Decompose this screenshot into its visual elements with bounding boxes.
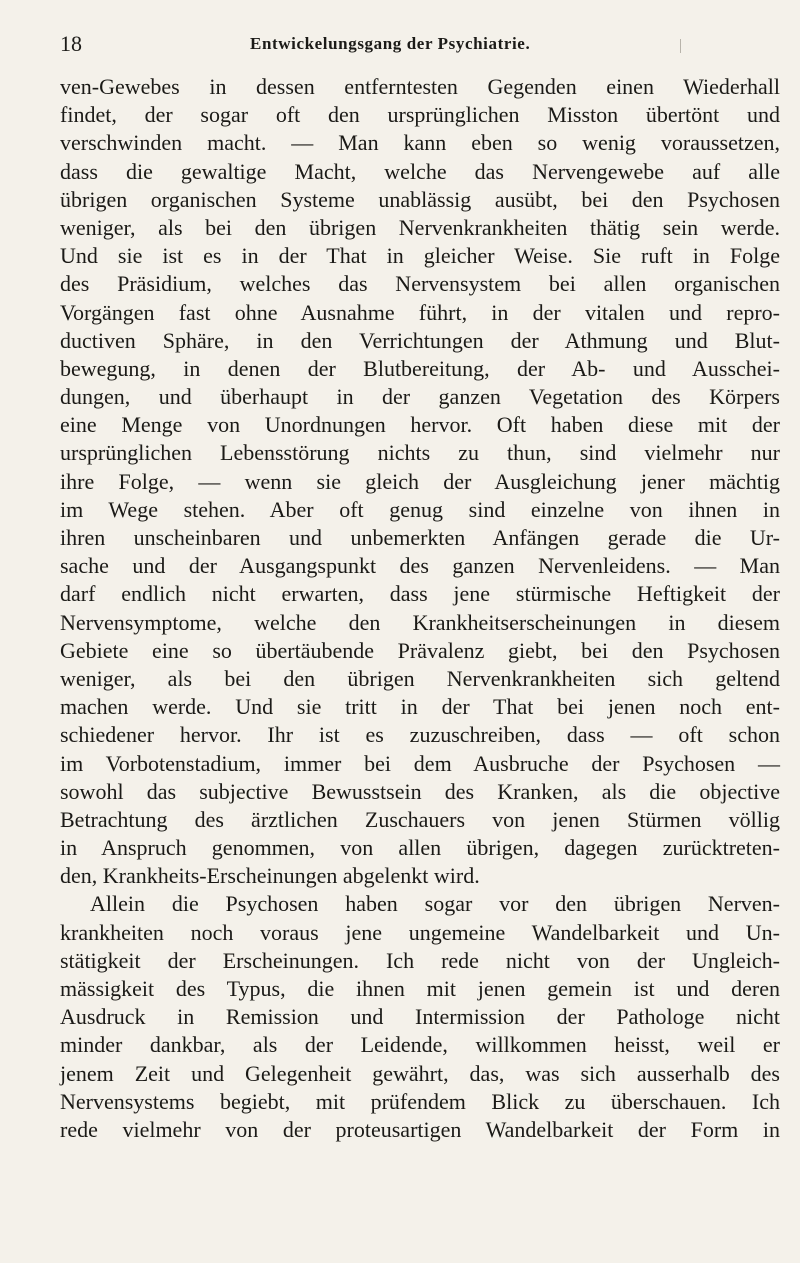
text-line: Betrachtung des ärztlichen Zuschauers von jenen Stürmen völlig bbox=[60, 806, 780, 832]
text-line: mässigkeit des Typus, die ihnen mit jenen gemein ist und deren bbox=[60, 976, 780, 1001]
text-line: weniger, als bei den übrigen Nervenkrankheiten sich geltend bbox=[60, 665, 780, 691]
text-line: Vorgängen fast ohne Ausnahme führt, in der vitalen und repro- bbox=[60, 299, 780, 325]
text-line: rede vielmehr von der proteusartigen Wandelbarkeit der Form in bbox=[60, 1116, 780, 1142]
text-line: Ausdruck in Remission und Intermission der Pathologe nicht bbox=[60, 1004, 780, 1030]
text-line: darf endlich nicht erwarten, dass jene stürmische Heftigkeit der bbox=[60, 581, 780, 607]
text-line: übrigen organischen Systeme unablässig ausübt, bei den Psychosen bbox=[60, 186, 780, 212]
text-line: ductiven Sphäre, in den Verrichtungen der Athmung und Blut- bbox=[60, 327, 780, 353]
text-line: dass die gewaltige Macht, welche das Nervengewebe auf alle bbox=[60, 158, 780, 184]
text-line: in Anspruch genommen, von allen übrigen, dagegen zurücktreten- bbox=[60, 835, 780, 861]
text-line: im Vorbotenstadium, immer bei dem Ausbruche der Psychosen — bbox=[60, 750, 780, 776]
text-line: ihre Folge, — wenn sie gleich der Ausgleichung jener mächtig bbox=[60, 468, 780, 494]
text-line: findet, der sogar oft den ursprünglichen Misston übertönt und bbox=[60, 102, 780, 128]
text-line: ihren unscheinbaren und unbemerkten Anfängen gerade die Ur- bbox=[60, 525, 780, 550]
margin-mark bbox=[680, 39, 681, 53]
running-head: Entwickelungsgang der Psychiatrie. bbox=[250, 34, 531, 53]
text-line: Nervensymptome, welche den Krankheitserscheinungen in diesem bbox=[60, 609, 780, 635]
paragraph-start-line: Allein die Psychosen haben sogar vor den übrigen Nerven- bbox=[90, 891, 780, 917]
text-line: stätigkeit der Erscheinungen. Ich rede nicht von der Ungleich- bbox=[60, 947, 780, 973]
text-line: eine Menge von Unordnungen hervor. Oft haben diese mit der bbox=[60, 412, 780, 438]
text-line: jenem Zeit und Gelegenheit gewährt, das, was sich ausserhalb des bbox=[60, 1060, 780, 1086]
text-line: verschwinden macht. — Man kann eben so wenig voraussetzen, bbox=[60, 130, 780, 156]
text-line: ursprünglichen Lebensstörung nichts zu thun, sind vielmehr nur bbox=[60, 440, 780, 466]
text-line: Gebiete eine so übertäubende Prävalenz giebt, bei den Psychosen bbox=[60, 637, 780, 663]
body-text bbox=[60, 73, 780, 1144]
text-line: machen werde. Und sie tritt in der That bei jenen noch ent- bbox=[60, 694, 780, 720]
text-line: sowohl das subjective Bewusstsein des Kranken, als die objective bbox=[60, 778, 780, 804]
text-line: schiedener hervor. Ihr ist es zuzuschreiben, dass — oft schon bbox=[60, 722, 780, 748]
paragraph-end-line: den, Krankheits-Erscheinungen abgelenkt wird. bbox=[60, 863, 480, 889]
text-line: dungen, und überhaupt in der ganzen Vegetation des Körpers bbox=[60, 384, 780, 410]
text-line: des Präsidium, welches das Nervensystem bei allen organischen bbox=[60, 271, 780, 297]
text-line: im Wege stehen. Aber oft genug sind einzelne von ihnen in bbox=[60, 496, 780, 522]
text-line: minder dankbar, als der Leidende, willkommen heisst, weil er bbox=[60, 1032, 780, 1058]
text-line: krankheiten noch voraus jene ungemeine Wandelbarkeit und Un- bbox=[60, 919, 780, 945]
text-line: Und sie ist es in der That in gleicher Weise. Sie ruft in Folge bbox=[60, 243, 780, 269]
text-line: ven-Gewebes in dessen entferntesten Gegenden einen Wiederhall bbox=[60, 74, 780, 99]
page-header bbox=[60, 30, 760, 62]
text-line: Nervensystems begiebt, mit prüfendem Blick zu überschauen. Ich bbox=[60, 1088, 780, 1114]
text-line: bewegung, in denen der Blutbereitung, der Ab- und Ausschei- bbox=[60, 355, 780, 381]
page-number: 18 bbox=[60, 31, 82, 56]
text-line: weniger, als bei den übrigen Nervenkrankheiten thätig sein werde. bbox=[60, 214, 780, 240]
text-line: sache und der Ausgangspunkt des ganzen Nervenleidens. — Man bbox=[60, 553, 780, 579]
